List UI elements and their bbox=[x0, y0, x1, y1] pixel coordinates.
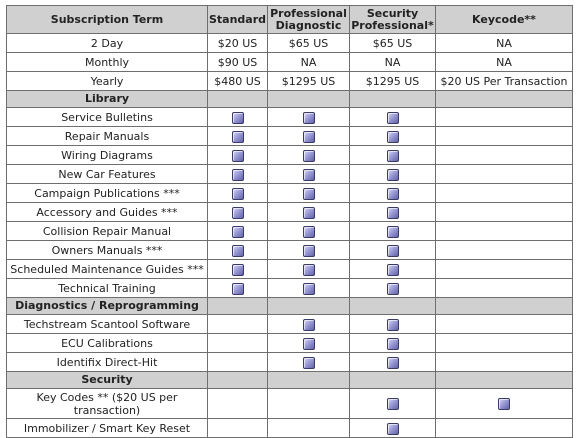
feature-cell bbox=[350, 315, 436, 334]
feature-label: Accessory and Guides *** bbox=[7, 203, 208, 222]
feature-label: Collision Repair Manual bbox=[7, 222, 208, 241]
header-row bbox=[7, 6, 573, 34]
section-header-row bbox=[7, 91, 573, 108]
feature-row bbox=[7, 127, 573, 146]
feature-cell bbox=[268, 389, 350, 419]
header-keycode: Keycode** bbox=[436, 6, 573, 34]
feature-row bbox=[7, 165, 573, 184]
feature-row bbox=[7, 334, 573, 353]
feature-cell bbox=[268, 353, 350, 372]
feature-cell bbox=[208, 241, 268, 260]
checkbox-icon bbox=[232, 131, 244, 143]
feature-label: Technical Training bbox=[7, 279, 208, 298]
feature-row bbox=[7, 146, 573, 165]
checkbox-icon bbox=[387, 319, 399, 331]
feature-cell bbox=[208, 353, 268, 372]
table-body bbox=[7, 34, 573, 438]
feature-cell bbox=[208, 279, 268, 298]
checkbox-icon bbox=[387, 207, 399, 219]
feature-label: Immobilizer / Smart Key Reset bbox=[7, 419, 208, 438]
checkbox-icon bbox=[303, 169, 315, 181]
section-filler-cell bbox=[208, 91, 268, 108]
price-cell: $20 US bbox=[208, 34, 268, 53]
feature-cell bbox=[350, 353, 436, 372]
feature-row bbox=[7, 315, 573, 334]
section-title: Library bbox=[7, 91, 208, 108]
feature-cell bbox=[436, 203, 573, 222]
price-cell: $1295 US bbox=[268, 72, 350, 91]
feature-cell bbox=[350, 184, 436, 203]
feature-cell bbox=[436, 222, 573, 241]
feature-cell bbox=[436, 241, 573, 260]
checkbox-icon bbox=[303, 319, 315, 331]
feature-cell bbox=[268, 334, 350, 353]
checkbox-icon bbox=[387, 264, 399, 276]
feature-cell bbox=[268, 165, 350, 184]
feature-cell bbox=[208, 184, 268, 203]
feature-cell bbox=[208, 146, 268, 165]
feature-row bbox=[7, 353, 573, 372]
subscription-comparison-table bbox=[6, 5, 573, 438]
feature-label: Repair Manuals bbox=[7, 127, 208, 146]
checkbox-icon bbox=[387, 169, 399, 181]
feature-cell bbox=[268, 315, 350, 334]
checkbox-icon bbox=[387, 112, 399, 124]
checkbox-icon bbox=[303, 264, 315, 276]
term-row bbox=[7, 53, 573, 72]
checkbox-icon bbox=[303, 112, 315, 124]
feature-row bbox=[7, 108, 573, 127]
checkbox-icon bbox=[387, 150, 399, 162]
feature-cell bbox=[436, 279, 573, 298]
feature-cell bbox=[436, 184, 573, 203]
section-filler-cell bbox=[268, 298, 350, 315]
term-label: 2 Day bbox=[7, 34, 208, 53]
feature-cell bbox=[268, 184, 350, 203]
feature-label: Wiring Diagrams bbox=[7, 146, 208, 165]
feature-cell bbox=[350, 165, 436, 184]
feature-label: Scheduled Maintenance Guides *** bbox=[7, 260, 208, 279]
feature-cell bbox=[208, 315, 268, 334]
feature-cell bbox=[436, 260, 573, 279]
price-cell: NA bbox=[436, 34, 573, 53]
feature-cell bbox=[436, 146, 573, 165]
feature-cell bbox=[350, 146, 436, 165]
header-security-professional: Security Professional* bbox=[351, 6, 434, 32]
checkbox-icon bbox=[387, 283, 399, 295]
feature-label: Techstream Scantool Software bbox=[7, 315, 208, 334]
feature-row bbox=[7, 389, 573, 419]
feature-cell bbox=[350, 241, 436, 260]
section-filler-cell bbox=[208, 298, 268, 315]
feature-cell bbox=[208, 108, 268, 127]
term-row bbox=[7, 34, 573, 53]
checkbox-icon bbox=[387, 131, 399, 143]
feature-cell bbox=[350, 203, 436, 222]
feature-cell bbox=[350, 334, 436, 353]
feature-cell bbox=[436, 353, 573, 372]
price-cell: NA bbox=[268, 53, 350, 72]
checkbox-icon bbox=[387, 338, 399, 350]
feature-cell bbox=[268, 260, 350, 279]
section-filler-cell bbox=[436, 91, 573, 108]
feature-cell bbox=[350, 127, 436, 146]
checkbox-icon bbox=[303, 150, 315, 162]
feature-cell bbox=[436, 334, 573, 353]
header-professional-diagnostic: Professional Diagnostic bbox=[268, 6, 350, 34]
checkbox-icon bbox=[303, 245, 315, 257]
feature-cell bbox=[268, 203, 350, 222]
price-cell: $20 US Per Transaction bbox=[436, 72, 573, 91]
checkbox-icon bbox=[232, 169, 244, 181]
section-header-row bbox=[7, 298, 573, 315]
checkbox-icon bbox=[232, 188, 244, 200]
checkbox-icon bbox=[387, 398, 399, 410]
checkbox-icon bbox=[232, 226, 244, 238]
feature-cell bbox=[436, 165, 573, 184]
feature-cell bbox=[436, 389, 573, 419]
feature-cell bbox=[208, 260, 268, 279]
checkbox-icon bbox=[303, 131, 315, 143]
checkbox-icon bbox=[303, 207, 315, 219]
checkbox-icon bbox=[387, 245, 399, 257]
feature-row bbox=[7, 222, 573, 241]
feature-row bbox=[7, 279, 573, 298]
term-label: Monthly bbox=[7, 53, 208, 72]
feature-cell bbox=[208, 222, 268, 241]
feature-cell bbox=[208, 127, 268, 146]
checkbox-icon bbox=[232, 150, 244, 162]
feature-row bbox=[7, 184, 573, 203]
checkbox-icon bbox=[387, 357, 399, 369]
feature-cell bbox=[350, 222, 436, 241]
feature-label: Identifix Direct-Hit bbox=[7, 353, 208, 372]
feature-label: Campaign Publications *** bbox=[7, 184, 208, 203]
checkbox-icon bbox=[232, 245, 244, 257]
feature-cell bbox=[436, 315, 573, 334]
feature-cell bbox=[208, 334, 268, 353]
feature-cell bbox=[350, 260, 436, 279]
section-header-row bbox=[7, 372, 573, 389]
feature-cell bbox=[350, 108, 436, 127]
checkbox-icon bbox=[232, 264, 244, 276]
feature-cell bbox=[268, 241, 350, 260]
section-filler-cell bbox=[350, 372, 436, 389]
price-cell: $65 US bbox=[350, 34, 436, 53]
feature-cell bbox=[436, 127, 573, 146]
feature-row bbox=[7, 241, 573, 260]
checkbox-icon bbox=[303, 357, 315, 369]
section-filler-cell bbox=[208, 372, 268, 389]
checkbox-icon bbox=[387, 423, 399, 435]
header-standard: Standard bbox=[208, 6, 268, 34]
section-filler-cell bbox=[268, 91, 350, 108]
feature-label: Owners Manuals *** bbox=[7, 241, 208, 260]
feature-cell bbox=[268, 127, 350, 146]
checkbox-icon bbox=[232, 283, 244, 295]
feature-cell bbox=[208, 389, 268, 419]
price-cell: $480 US bbox=[208, 72, 268, 91]
feature-label: Key Codes ** ($20 US per transaction) bbox=[7, 389, 208, 419]
section-filler-cell bbox=[436, 298, 573, 315]
checkbox-icon bbox=[303, 338, 315, 350]
feature-cell bbox=[350, 279, 436, 298]
checkbox-icon bbox=[232, 207, 244, 219]
section-filler-cell bbox=[268, 372, 350, 389]
feature-label: Service Bulletins bbox=[7, 108, 208, 127]
feature-cell bbox=[436, 108, 573, 127]
section-filler-cell bbox=[350, 298, 436, 315]
price-cell: NA bbox=[350, 53, 436, 72]
feature-row bbox=[7, 203, 573, 222]
checkbox-icon bbox=[498, 398, 510, 410]
checkbox-icon bbox=[303, 226, 315, 238]
section-title: Diagnostics / Reprogramming bbox=[7, 298, 208, 315]
feature-row bbox=[7, 260, 573, 279]
feature-cell bbox=[268, 222, 350, 241]
feature-label: New Car Features bbox=[7, 165, 208, 184]
feature-label: ECU Calibrations bbox=[7, 334, 208, 353]
feature-cell bbox=[268, 146, 350, 165]
term-label: Yearly bbox=[7, 72, 208, 91]
term-row bbox=[7, 72, 573, 91]
section-title: Security bbox=[7, 372, 208, 389]
header-subscription-term: Subscription Term bbox=[7, 6, 208, 34]
price-cell: $1295 US bbox=[350, 72, 436, 91]
checkbox-icon bbox=[303, 283, 315, 295]
feature-cell bbox=[268, 108, 350, 127]
section-filler-cell bbox=[350, 91, 436, 108]
checkbox-icon bbox=[387, 226, 399, 238]
price-cell: $90 US bbox=[208, 53, 268, 72]
feature-cell bbox=[268, 279, 350, 298]
feature-cell bbox=[208, 165, 268, 184]
section-filler-cell bbox=[436, 372, 573, 389]
checkbox-icon bbox=[303, 188, 315, 200]
feature-cell bbox=[350, 389, 436, 419]
price-cell: NA bbox=[436, 53, 573, 72]
checkbox-icon bbox=[387, 188, 399, 200]
price-cell: $65 US bbox=[268, 34, 350, 53]
checkbox-icon bbox=[232, 112, 244, 124]
feature-cell bbox=[208, 203, 268, 222]
